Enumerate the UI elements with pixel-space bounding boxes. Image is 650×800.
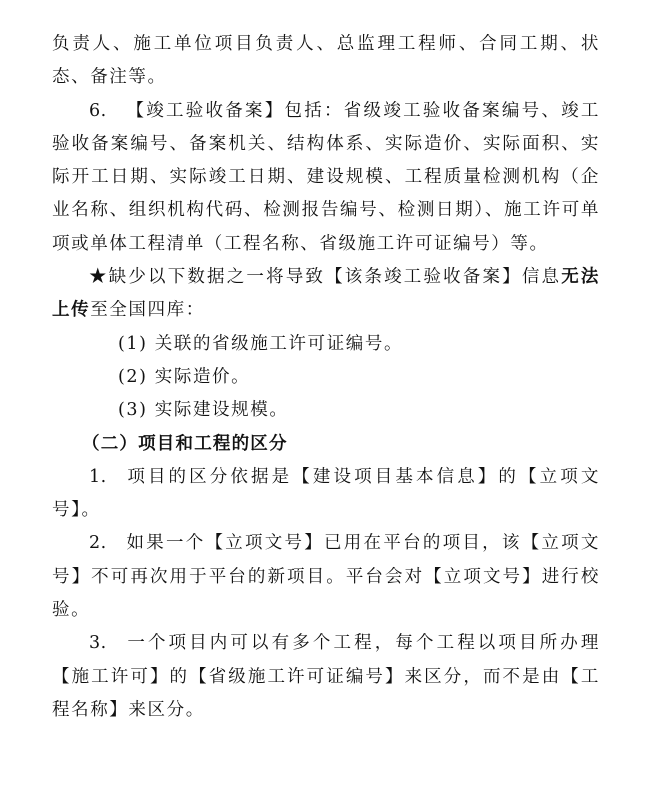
item-text: 项目的区分依据是【建设项目基本信息】的【立项文号】。 [52,466,600,521]
item-number: 6. [89,100,107,121]
list-item: (1) 关联的省级施工许可证编号。 [118,333,404,354]
list-item: (2) 实际造价。 [118,366,251,387]
item-text: 【竣工验收备案】包括：省级竣工验收备案编号、竣工验收备案编号、备案机关、结构体系、实际造价、实际面积、实际开工日期、实际竣工日期、建设规模、工程质量检测机构（企业名称、组织机构代码、检测报告编号、检测日期）、施工许可单项或单体工程清单（工程名称、省级施工许可证编号）等。 [52,100,600,254]
item-number: 1. [89,466,107,487]
item-number: 2. [89,533,107,554]
paragraph-completion-filing [52,95,600,261]
paragraph-continued: 负责人、施工单位项目负责人、总监理工程师、合同工期、状态、备注等。 [52,34,600,88]
item-text: 一个项目内可以有多个工程，每个工程以项目所办理【施工许可】的【省级施工许可证编号】来区分，而不是由【工程名称】来区分。 [52,633,600,720]
note-emphasis: 无法上传 [52,267,600,321]
section-heading: （二）项目和工程的区分 [82,433,288,454]
list-item: (3) 实际建设规模。 [118,400,289,421]
numbered-paragraph [52,627,600,727]
item-text: 如果一个【立项文号】已用在平台的项目，该【立项文号】不可再次用于平台的新项目。平台会对【立项文号】进行校验。 [52,533,600,621]
note-text-b: 至全国四库： [90,300,205,321]
numbered-paragraph [52,461,600,528]
note-text-a: ★缺少以下数据之一将导致【该条竣工验收备案】信息 [89,267,562,288]
item-number: 3. [89,633,107,654]
numbered-paragraph [52,527,600,627]
note-paragraph [52,261,600,328]
